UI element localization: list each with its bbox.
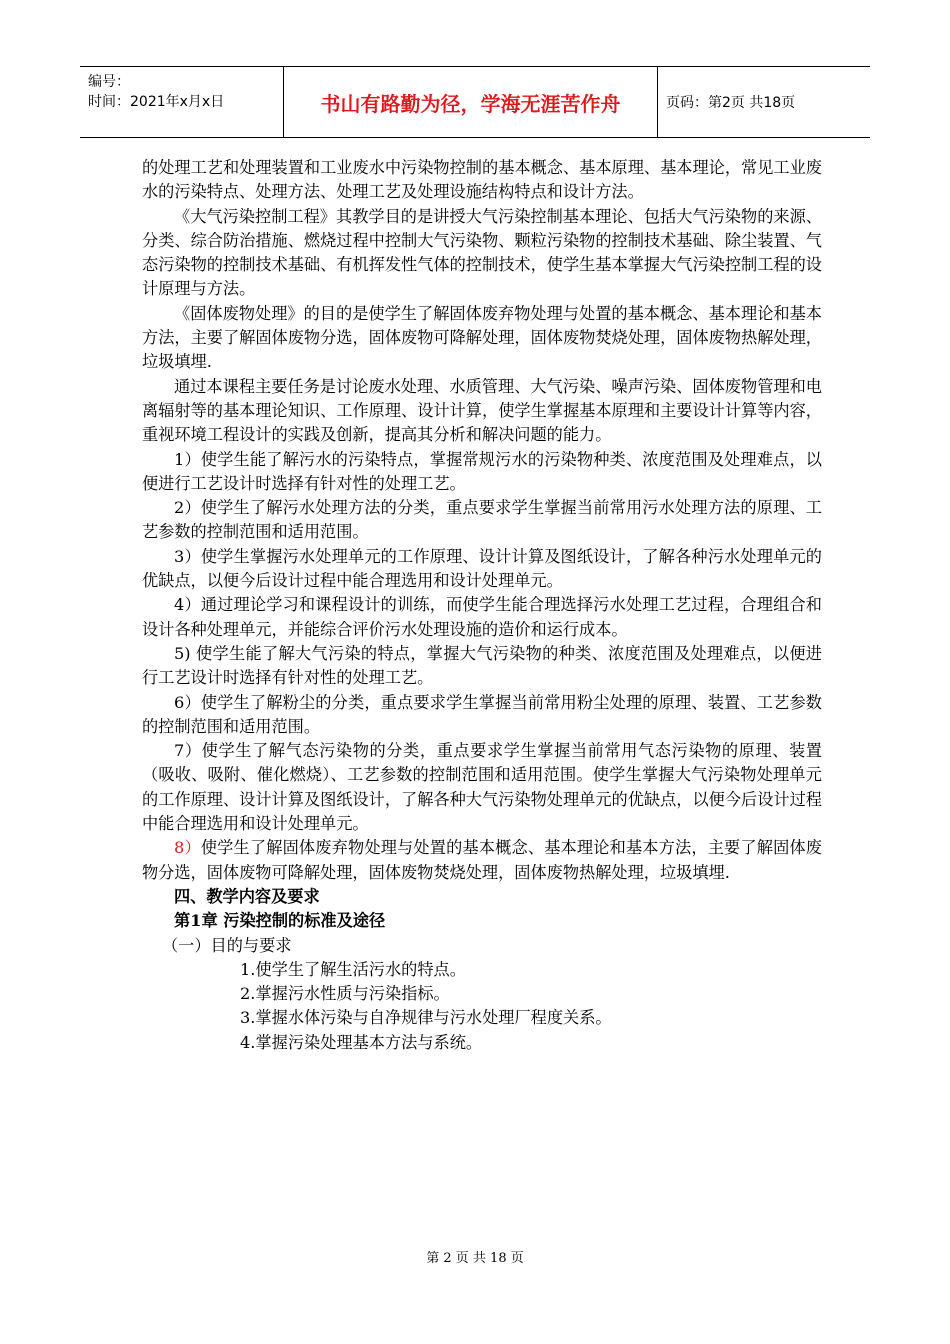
requirement-item: 4.掌握污染处理基本方法与系统。 [240,1032,483,1052]
section-heading: 四、教学内容及要求 [174,886,320,906]
header-motto: 书山有路勤为径，学海无涯苦作舟 [284,67,658,137]
paragraph-air-pollution: 《大气污染控制工程》其教学目的是讲授大气污染控制基本理论、包括大气污染物的来源、分类、综合防治措施、燃烧过程中控制大气污染物、颗粒污染物的控制技术基础、除尘装置、气态污染物的控制技术基础、有机挥发性气体的控制技术，使学生基本掌握大气污染控制工程的设计原理与方法。 [142,206,822,299]
objective-item-3: 3）使学生掌握污水处理单元的工作原理、设计计算及图纸设计，了解各种污水处理单元的优缺点，以便今后设计过程中能合理选用和设计处理单元。 [142,546,822,591]
requirement-item: 2.掌握污水性质与污染指标。 [240,984,450,1004]
document-body [142,156,822,1055]
objective-item-1: 1）使学生能了解污水的污染特点，掌握常规污水的污染物种类、浓度范围及处理难点，以便进行工艺设计时选择有针对性的处理工艺。 [142,449,822,493]
subsection-heading: （一）目的与要求 [162,935,292,955]
objective-item-2: 2）使学生了解污水处理方法的分类，重点要求学生掌握当前常用污水处理方法的原理、工艺参数的控制范围和适用范围。 [142,498,822,542]
requirement-item: 3.掌握水体污染与自净规律与污水处理厂程度关系。 [240,1008,612,1028]
paragraph-solid-waste: 《固体废物处理》的目的是使学生了解固体废弃物处理与处置的基本概念、基本理论和基本方法，主要了解固体废物分选，固体废物可降解处理，固体废物焚烧处理，固体废物热解处理，垃圾填埋. [142,303,822,372]
paragraph-continuation: 的处理工艺和处理装置和工业废水中污染物控制的基本概念、基本原理、基本理论，常见工业废水的污染特点、处理方法、处理工艺及处理设施结构特点和设计方法。 [142,158,822,202]
objective-item-6: 6）使学生了解粉尘的分类，重点要求学生掌握当前常用粉尘处理的原理、装置、工艺参数的控制范围和适用范围。 [142,692,822,736]
doc-time-label: 时间：2021年x月x日 [88,94,225,110]
objective-item-5: 5) 使学生能了解大气污染的特点，掌握大气污染物的种类、浓度范围及处理难点，以便进行工艺设计时选择有针对性的处理工艺。 [142,643,822,688]
header-left-cell [80,67,284,137]
header-page-label: 页码：第2页 共18页 [666,95,796,111]
page-header [80,66,870,138]
objective-item-8 [142,836,822,885]
requirement-item: 1.使学生了解生活污水的特点。 [240,959,466,979]
chapter-heading: 第1章 污染控制的标准及途径 [174,911,386,931]
objective-item-7: 7）使学生了解气态污染物的分类，重点要求学生掌握当前常用气态污染物的原理、装置（吸收、吸附、催化燃烧）、工艺参数的控制范围和适用范围。使学生掌握大气污染物处理单元的工作原理、设计计算及图纸设计，了解各种大气污染物处理单元的优缺点，以便今后设计过程中能合理选用和设计处理单元。 [142,741,822,834]
page-footer: 第 2 页 共 18 页 [426,1251,524,1266]
objective-item-4: 4）通过理论学习和课程设计的训练，而使学生能合理选择污水处理工艺过程，合理组合和设计各种处理单元，并能综合评价污水处理设施的造价和运行成本。 [142,595,822,639]
objective-item-8-text: 使学生了解固体废弃物处理与处置的基本概念、基本理论和基本方法，主要了解固体废物分选，固体废物可降解处理，固体废物焚烧处理，固体废物热解处理，垃圾填埋. [142,838,822,882]
objective-item-8-number: 8） [174,838,201,858]
doc-number-label: 编号： [88,74,130,90]
paragraph-course-tasks: 通过本课程主要任务是讨论废水处理、水质管理、大气污染、噪声污染、固体废物管理和电离辐射等的基本理论知识、工作原理、设计计算，使学生掌握基本原理和主要设计计算等内容，重视环境工程设计的实践及创新，提高其分析和解决问题的能力。 [142,376,822,445]
